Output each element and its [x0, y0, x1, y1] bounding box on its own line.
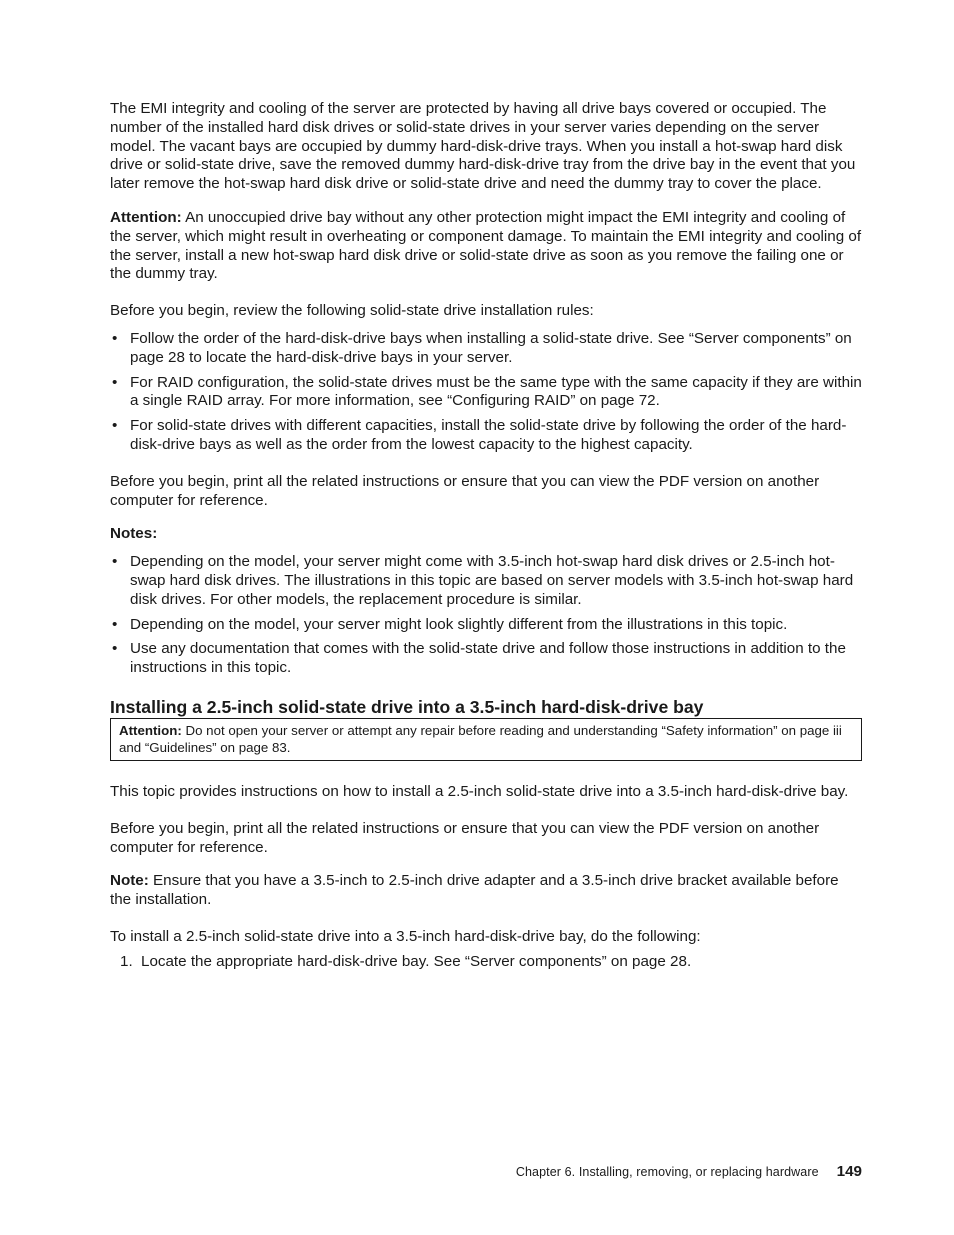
note-text: Ensure that you have a 3.5-inch to 2.5-inch drive adapter and a 3.5-inch drive bracket available before the installation. — [110, 872, 839, 909]
list-item: • For RAID configuration, the solid-state drives must be the same type with the same capacity if they are within a single RAID array. For more information, see “Configuring RAID” on page 72. — [110, 374, 862, 412]
steps-list — [110, 953, 862, 972]
note-label: Note: — [110, 872, 149, 890]
attention-box-text: Do not open your server or attempt any repair before reading and understanding “Safety information” on page iii and “Guidelines” on page 83. — [119, 722, 842, 755]
list-item: • Use any documentation that comes with the solid-state drive and follow those instructions in addition to the instructions in this topic. — [110, 640, 862, 678]
footer-chapter: Chapter 6. Installing, removing, or replacing hardware — [515, 1165, 819, 1179]
notes-label: Notes: — [110, 525, 158, 543]
step-number: 1. — [120, 952, 133, 970]
list-item: • Follow the order of the hard-disk-drive bays when installing a solid-state drive. See “Server components” on page 28 to locate the hard-disk-drive bays in your server. — [110, 330, 862, 368]
note-paragraph — [110, 872, 862, 910]
section-title: Installing a 2.5-inch solid-state drive into a 3.5-inch hard-disk-drive bay — [110, 696, 704, 717]
list-item: • Depending on the model, your server might look slightly different from the illustrations in this topic. — [110, 616, 862, 635]
attention-box — [110, 718, 862, 761]
intro-paragraph: The EMI integrity and cooling of the server are protected by having all drive bays covered or occupied. The number of the installed hard disk drives or solid-state drives in your server varies depending on the server model. The vacant bays are occupied by dummy hard-disk-drive trays. When you install a hot-swap hard disk drive or solid-state drive, save the removed dummy hard-disk-drive tray from the drive bay in the event that you later remove the hot-swap hard disk drive or solid-state drive and need the dummy tray to cover the place. — [110, 100, 856, 193]
notes-list — [110, 553, 862, 678]
list-item: • For solid-state drives with different capacities, install the solid-state drive by following the order of the hard-disk-drive bays as well as the order from the lowest capacity to the highest capacity. — [110, 417, 862, 455]
step-item — [110, 953, 862, 972]
rules-list — [110, 330, 862, 455]
step-text: Locate the appropriate hard-disk-drive bay. See “Server components” on page 28. — [141, 952, 692, 970]
attention-box-label: Attention: — [119, 722, 182, 738]
page-number: 149 — [836, 1163, 862, 1180]
attention-paragraph — [110, 209, 862, 284]
attention-text: An unoccupied drive bay without any other protection might impact the EMI integrity and cooling of the server, which might result in overheating or component damage. To maintain the EMI integrity and cooling of the server, install a new hot-swap hard disk drive or solid-state drive as soon as you remove the failing one or the dummy tray. — [110, 208, 862, 283]
print-note-paragraph: Before you begin, print all the related instructions or ensure that you can view the PDF version on another computer for reference. — [110, 819, 820, 856]
steps-intro: To install a 2.5-inch solid-state drive into a 3.5-inch hard-disk-drive bay, do the following: — [110, 927, 701, 945]
list-item: • Depending on the model, your server might come with 3.5-inch hot-swap hard disk drives or 2.5-inch hot-swap hard disk drives. The illustrations in this topic are based on server models with 3.5-inch hot-swap hard disk drives. For other models, the replacement procedure is similar. — [110, 553, 862, 609]
page-content — [110, 100, 862, 972]
topic-intro: This topic provides instructions on how to install a 2.5-inch solid-state drive into a 3.5-inch hard-disk-drive bay. — [110, 782, 849, 800]
attention-label: Attention: — [110, 208, 182, 226]
rules-intro: Before you begin, review the following solid-state drive installation rules: — [110, 302, 594, 320]
page-footer — [516, 1163, 862, 1180]
print-note-paragraph: Before you begin, print all the related instructions or ensure that you can view the PDF version on another computer for reference. — [110, 472, 820, 509]
